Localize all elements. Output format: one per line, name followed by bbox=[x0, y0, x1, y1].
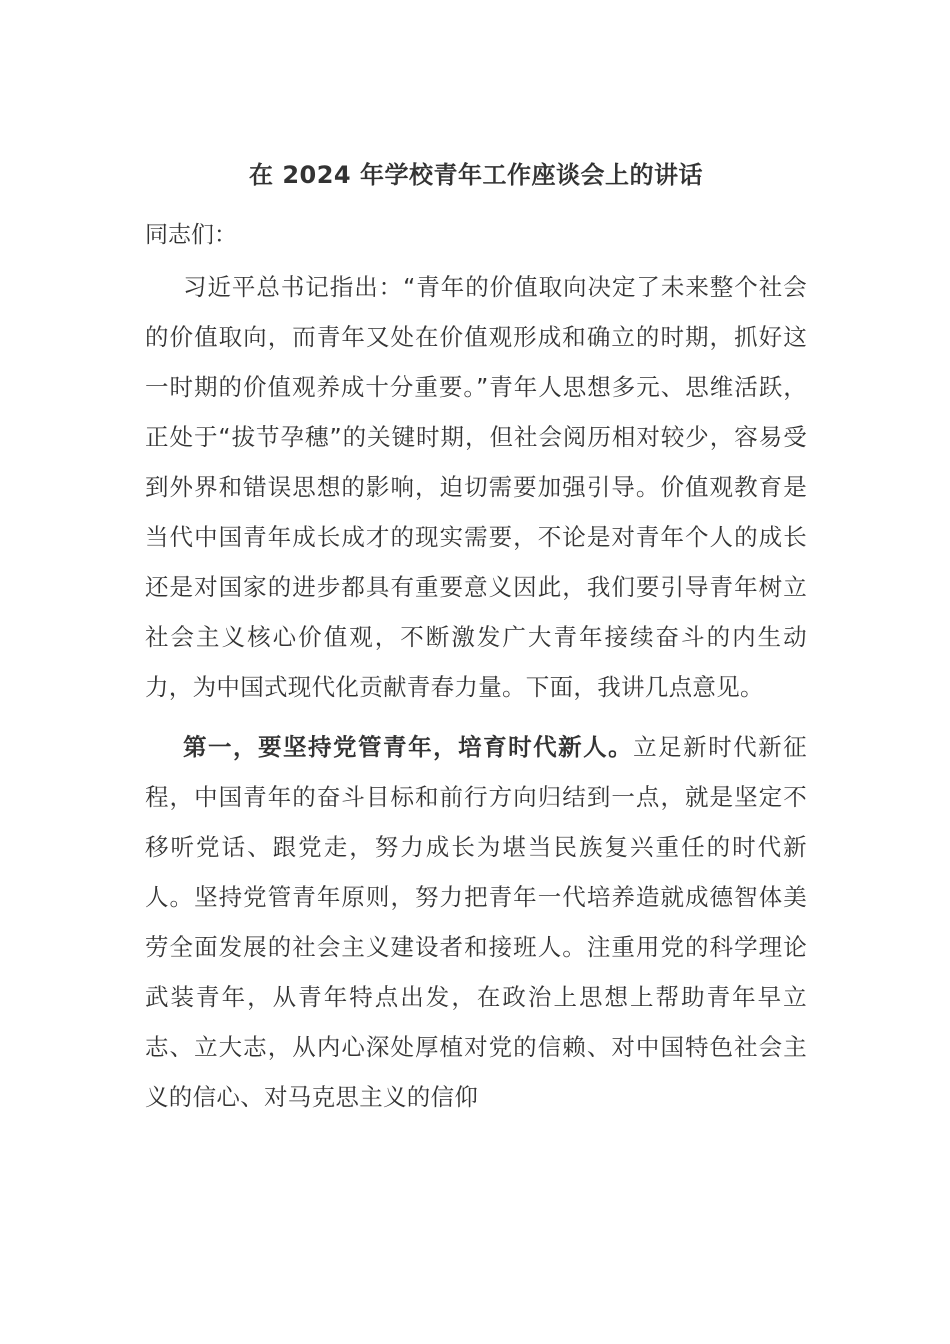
paragraph-2-body: 立足新时代新征程，中国青年的奋斗目标和前行方向归结到一点，就是坚定不移听党话、跟党走，努力成长为堪当民族复兴重任的时代新人。坚持党管青年原则，努力把青年一代培养造就成德智体美劳全面发展的社会主义建设者和接班人。注重用党的科学理论武装青年，从青年特点出发，在政治上思想上帮助青年早立志、立大志，从内心深处厚植对党的信赖、对中国特色社会主义的信心、对马克思主义的信仰 bbox=[145, 733, 807, 1111]
paragraph-2-lead: 第一，要坚持党管青年，培育时代新人。 bbox=[183, 733, 634, 761]
paragraph-1: 习近平总书记指出：“青年的价值取向决定了未来整个社会的价值取向，而青年又处在价值观形成和确立的时期，抓好这一时期的价值观养成十分重要。”青年人思想多元、思维活跃，正处于“拔节孕穗”的关键时期，但社会阅历相对较少，容易受到外界和错误思想的影响，迫切需要加强引导。价值观教育是当代中国青年成长成才的现实需要，不论是对青年个人的成长还是对国家的进步都具有重要意义因此，我们要引导青年树立社会主义核心价值观，不断激发广大青年接续奋斗的内生动力，为中国式现代化贡献青春力量。下面，我讲几点意见。 bbox=[145, 273, 807, 701]
salutation: 同志们： bbox=[145, 222, 237, 248]
document-body bbox=[145, 150, 807, 1122]
document-title: 在 2024 年学校青年工作座谈会上的讲话 bbox=[248, 161, 703, 189]
paragraph-2 bbox=[145, 722, 807, 1122]
